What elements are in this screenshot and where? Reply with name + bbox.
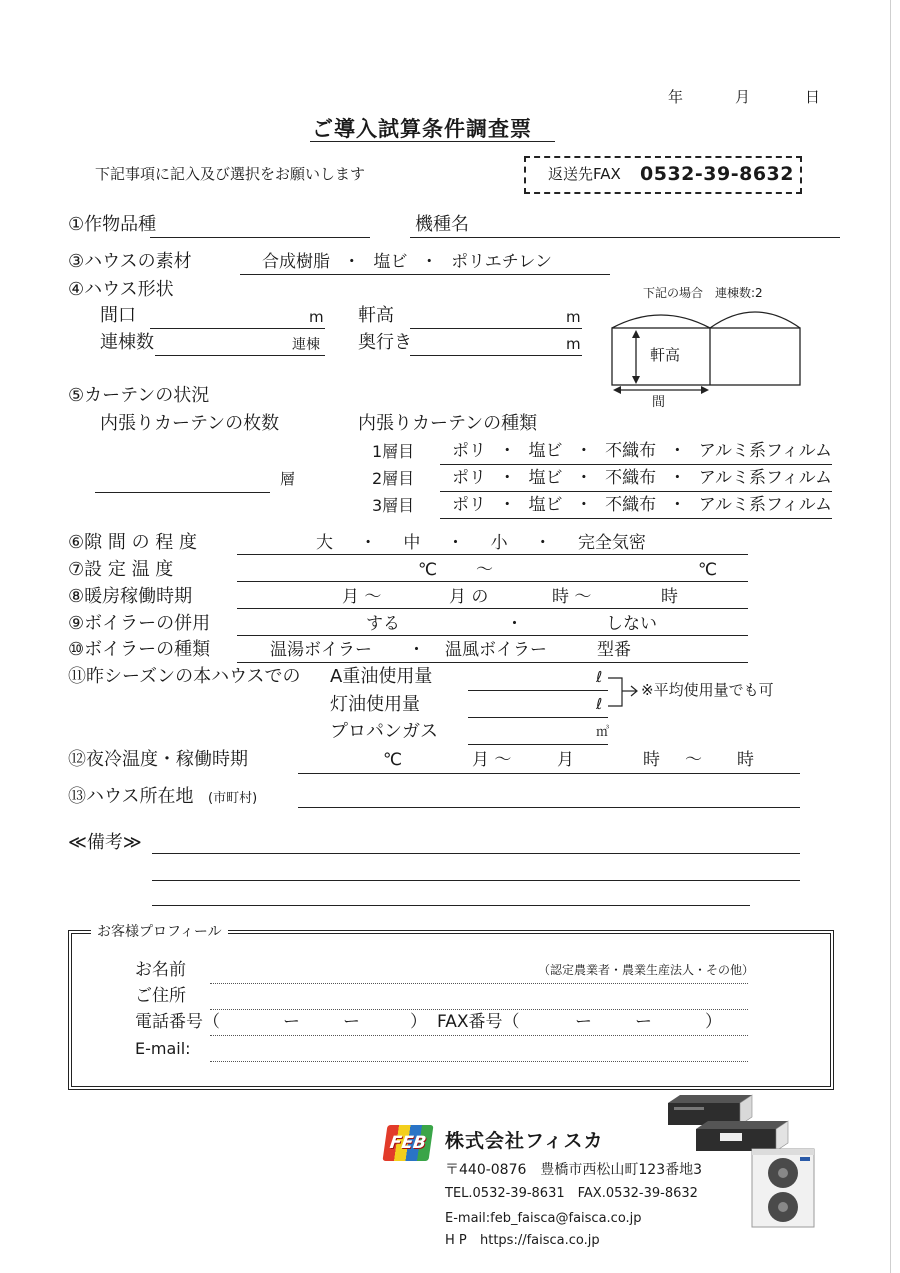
q13-line [298,807,800,808]
heater-units-image [660,1093,820,1228]
instruction-text: 下記事項に記入及び選択をお願いします [95,165,366,183]
q11-label: ⑪昨シーズンの本ハウスでの [68,666,301,687]
option: 小 [490,533,508,553]
option: 中 [403,533,421,553]
phone-dash: ー [343,1012,360,1032]
separator: ・ [506,614,523,634]
fax-label: 返送先FAX [548,165,621,183]
depth-unit: m [566,335,581,353]
model-number-label: 型番 [597,640,631,660]
phone-close: ） [410,1012,427,1032]
remarks-line [152,880,800,881]
separator: ・ [575,495,593,515]
name-dotted-line [210,983,748,984]
separator: ・ [668,441,686,461]
remarks-line [152,853,800,854]
temp-range: ～ [476,560,493,580]
depth-label: 奥行き [358,332,412,353]
q6-options [316,535,646,552]
diagram-caption: 下記の場合 連棟数:2 [643,286,763,300]
separator: ・ [498,495,516,515]
company-hp-url: https://faisca.co.jp [480,1233,600,1248]
q7-line [237,581,748,582]
option: 塩ビ [528,495,563,515]
q8-label: ⑧暖房稼働時期 [68,586,193,607]
option: 不織布 [605,441,657,461]
fax-close: ） [705,1012,722,1032]
title-underline [310,141,555,142]
separator: ・ [408,640,425,660]
customer-profile-box [68,930,834,1090]
bays-unit: 連棟 [292,337,320,353]
fuel-kerosene: 灯油使用量 [330,694,420,715]
diagram-eaves-label: 軒高 [650,346,681,364]
q12-part: 月 ～ [472,750,512,770]
q13-sub: (市町村) [208,791,258,806]
q12-part: 時 [737,750,754,770]
q12-part: 時 [643,750,660,770]
layer-2-line [440,491,832,492]
fuel-unit: ℓ [596,695,603,713]
frontage-unit: m [309,308,324,326]
q6-label: ⑥隙 間 の 程 度 [68,532,198,553]
separator: ・ [498,468,516,488]
curtain-count-unit: 層 [280,470,296,488]
model-field-line [410,237,840,238]
email-dotted-line [210,1061,748,1062]
q8-part: 月 の [449,587,489,607]
layer-1-options [452,443,832,460]
layer-1-label: 1層目 [372,442,415,461]
fuel-unit: ℓ [596,668,603,686]
q3-line [240,274,610,275]
fuel-line [468,717,608,718]
company-tel-fax: TEL.0532-39-8631 FAX.0532-39-8632 [445,1186,698,1201]
logo-text: FEB [388,1133,428,1153]
eaves-unit: m [566,308,581,326]
option: アルミ系フィルム [698,495,832,515]
diagram-span-label: 間 [652,395,666,410]
address-dotted-line [210,1009,748,1010]
option: ポリ [452,468,486,488]
temp-unit: ℃ [418,560,438,580]
phone-dash: ー [283,1012,300,1032]
q10-line [237,662,748,663]
name-label: お名前 [135,960,186,980]
date-day: 日 [805,88,821,106]
company-logo [382,1125,433,1161]
frontage-line [150,328,325,329]
company-hp-label: H P [445,1233,467,1248]
company-email: E-mail:feb_faisca@faisca.co.jp [445,1211,642,1226]
option: 不織布 [605,495,657,515]
q9-line [237,635,748,636]
option: 温湯ボイラー [270,640,372,660]
remarks-label: ≪備考≫ [68,832,142,853]
date-year: 年 [668,88,684,106]
q9-label: ⑨ボイラーの併用 [68,613,211,634]
separator: ・ [498,441,516,461]
layer-2-options [452,470,832,487]
option: アルミ系フィルム [698,441,832,461]
separator: ・ [534,533,552,553]
option-yes: する [366,614,400,634]
option: 大 [316,533,333,553]
remarks-line [152,905,750,906]
bays-label: 連棟数 [100,332,154,353]
company-address: 〒440-0876 豊橋市西松山町123番地3 [445,1162,703,1178]
curtain-count-line [95,492,270,493]
scan-edge [890,0,891,1273]
q12-label: ⑫夜冷温度・稼働時期 [68,749,248,770]
curtain-type-label: 内張りカーテンの種類 [358,413,538,434]
option: ポリ [452,441,486,461]
page-title: ご導入試算条件調査票 [312,117,532,141]
bays-line [155,355,325,356]
q7-label: ⑦設 定 温 度 [68,559,174,580]
q8-line [237,608,748,609]
q12-part: ～ [685,750,702,770]
fuel-line [468,744,608,745]
q8-part: 時 [661,587,678,607]
fuel-line [468,690,608,691]
option-no: しない [606,614,657,634]
layer-3-label: 3層目 [372,496,415,515]
fax-label-profile: FAX番号（ [437,1012,520,1032]
profile-title: お客様プロフィール [91,925,228,939]
option: 塩ビ [373,252,408,272]
separator: ・ [359,533,377,553]
fax-dash: ー [575,1012,592,1032]
q4-label: ④ハウス形状 [68,279,174,300]
bracket-arrow-icon [600,672,642,712]
option: 温風ボイラー [445,640,547,660]
q3-options [262,254,552,271]
separator: ・ [575,441,593,461]
option: 塩ビ [528,441,563,461]
eaves-label: 軒高 [358,305,394,326]
q5-label: ⑤カーテンの状況 [68,385,210,406]
option: ポリ [452,495,486,515]
separator: ・ [446,533,464,553]
option: ポリエチレン [451,252,552,272]
q12-part: 月 [557,750,574,770]
email-label: E-mail: [135,1039,191,1058]
q6-line [237,554,748,555]
phone-label: 電話番号（ [135,1012,220,1032]
average-usage-note: ※平均使用量でも可 [641,681,774,699]
depth-line [410,355,582,356]
option: アルミ系フィルム [698,468,832,488]
fax-dash: ー [635,1012,652,1032]
q13-label: ⑬ハウス所在地 [68,786,194,807]
eaves-line [410,328,582,329]
q12-part: ℃ [383,750,403,770]
option: 塩ビ [528,468,563,488]
layer-3-options [452,497,832,514]
name-note: （認定農業者・農業生産法人・その他） [538,963,755,977]
option: 完全気密 [577,533,646,553]
option: 合成樹脂 [262,252,330,272]
layer-2-label: 2層目 [372,469,415,488]
q3-label: ③ハウスの素材 [68,251,192,272]
phone-dotted-line [210,1035,748,1036]
separator: ・ [420,252,438,272]
fuel-propane: プロパンガス [330,721,438,742]
separator: ・ [575,468,593,488]
house-diagram [600,300,810,400]
q8-part: 月 ～ [342,587,382,607]
frontage-label: 間口 [100,305,136,326]
q1-label: ①作物品種 [68,214,157,235]
q10-label: ⑩ボイラーの種類 [68,639,211,660]
option: 不織布 [605,468,657,488]
separator: ・ [668,468,686,488]
date-month: 月 [735,88,751,106]
q8-part: 時 ～ [552,587,592,607]
temp-unit: ℃ [698,560,718,580]
fax-number: 0532-39-8632 [640,163,794,185]
separator: ・ [668,495,686,515]
layer-3-line [440,518,832,519]
curtain-count-label: 内張りカーテンの枚数 [100,413,280,434]
q12-line [298,773,800,774]
layer-1-line [440,464,832,465]
separator: ・ [343,252,361,272]
crop-field-line [150,237,370,238]
company-name: 株式会社フィスカ [445,1130,604,1152]
address-label: ご住所 [135,986,186,1006]
model-label: 機種名 [415,214,469,235]
fuel-unit: ㎥ [596,725,610,740]
fuel-a-heavy-oil: A重油使用量 [330,666,433,687]
